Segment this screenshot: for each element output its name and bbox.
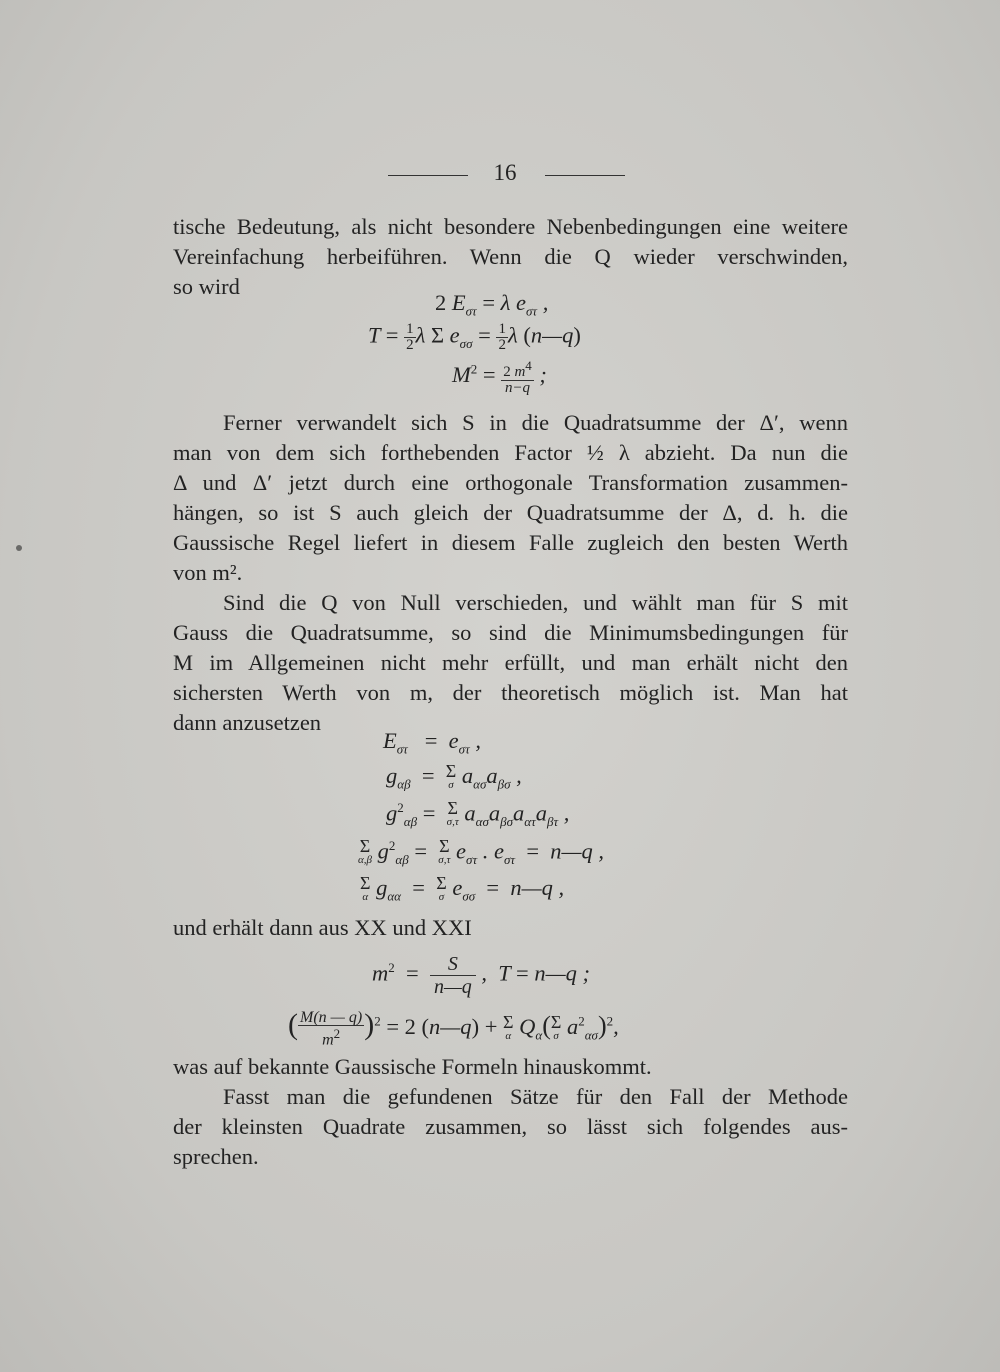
text-line: dann anzusetzen: [173, 710, 322, 735]
text-line: sprechen.: [173, 1144, 259, 1169]
text-line: Sind die Q von Null verschieden, und wählt man für S mit: [223, 590, 848, 615]
header-rule-left: [388, 175, 468, 176]
equation-2: T = $\frac{1}{2}$ λ Σ $e_{\sigma\sigma}$ = $\frac{1}{2}$ λ (n—q): [368, 321, 581, 353]
paragraph-2: [173, 408, 848, 588]
page-number: 16: [493, 160, 517, 185]
text-line: Δ und Δ′ jetzt durch eine orthogonale Transformation zusammen-: [173, 470, 848, 495]
paragraph-3: [173, 588, 848, 738]
text-line: der kleinsten Quadrate zusammen, so lässt sich folgendes aus-: [173, 1114, 848, 1139]
equation-9: $m^2$ = $\frac{S}{n—q}$ , T = n—q ;: [372, 953, 590, 998]
text-line: und erhält dann aus XX und XXI: [173, 915, 472, 940]
margin-speck: [16, 545, 22, 551]
equation-5: $g_{\alpha\beta} = \Sigma$ σ $a_{\alpha\sigma}a_{\beta\sigma}$ ,: [386, 760, 522, 792]
text-line: man von dem sich forthebenden Factor ½ λ abzieht. Da nun die: [173, 440, 848, 465]
text-line: Fasst man die gefundenen Sätze für den Fall der Methode: [223, 1084, 848, 1109]
text-line: Vereinfachung herbeiführen. Wenn die Q wieder verschwinden,: [173, 244, 848, 269]
equation-4: $E_{\sigma\tau} = e_{\sigma\tau}$ ,: [383, 728, 481, 757]
text-line: tische Bedeutung, als nicht besondere Nebenbedingungen eine weitere: [173, 214, 848, 239]
equation-3: $M^2$ = $\frac{2 m^4}{n-q}$ ;: [452, 358, 547, 396]
text-line: Ferner verwandelt sich S in die Quadratsumme der Δ′, wenn: [223, 410, 848, 435]
text-line: M im Allgemeinen nicht mehr erfüllt, und man erhält nicht den: [173, 650, 848, 675]
equation-6: $g^2_{\alpha\beta} = \Sigma$ σ,τ $a_{\alpha\sigma}a_{\beta\sigma}a_{\alpha\tau}a_{\beta\tau}$ ,: [386, 798, 570, 829]
text-line: Gauss die Quadratsumme, so sind die Minimumsbedingungen für: [173, 620, 848, 645]
text-line: was auf bekannte Gaussische Formeln hinauskommt.: [173, 1054, 652, 1079]
text-line: hängen, so ist S auch gleich der Quadratsumme der Δ, d. h. die: [173, 500, 848, 525]
header-rule-right: [545, 175, 625, 176]
equation-1: 2 $E_{\sigma\tau} = \lambda$ $e_{\sigma\tau}$ ,: [435, 290, 549, 319]
equation-8: Σ α $g_{\alpha\alpha} = \Sigma$ σ $e_{\sigma\sigma}$ = n—q ,: [360, 872, 565, 904]
paragraph-1: [173, 212, 848, 302]
paragraph-4: [173, 913, 848, 943]
equation-7: Σ α,β $g^2_{\alpha\beta} = \Sigma$ σ,τ $e_{\sigma\tau}$ . $e_{\sigma\tau}$ = n—q ,: [358, 836, 605, 867]
text-line: Gaussische Regel liefert in diesem Falle zugleich den besten Werth: [173, 530, 848, 555]
equation-10: ( $\frac{M(n — q)}{m^2}$ )$^2$ = 2 (n—q) + Σ α $Q_\alpha(\Sigma$ σ $a^2_{\alpha\sigma})^2$,: [288, 1008, 619, 1049]
text-line: von m².: [173, 560, 243, 585]
paragraph-6: [173, 1082, 848, 1172]
text-line: sichersten Werth von m, der theoretisch möglich ist. Man hat: [173, 680, 848, 705]
page-header: [0, 160, 1000, 190]
text-line: so wird: [173, 274, 240, 299]
paragraph-5: [173, 1052, 848, 1082]
